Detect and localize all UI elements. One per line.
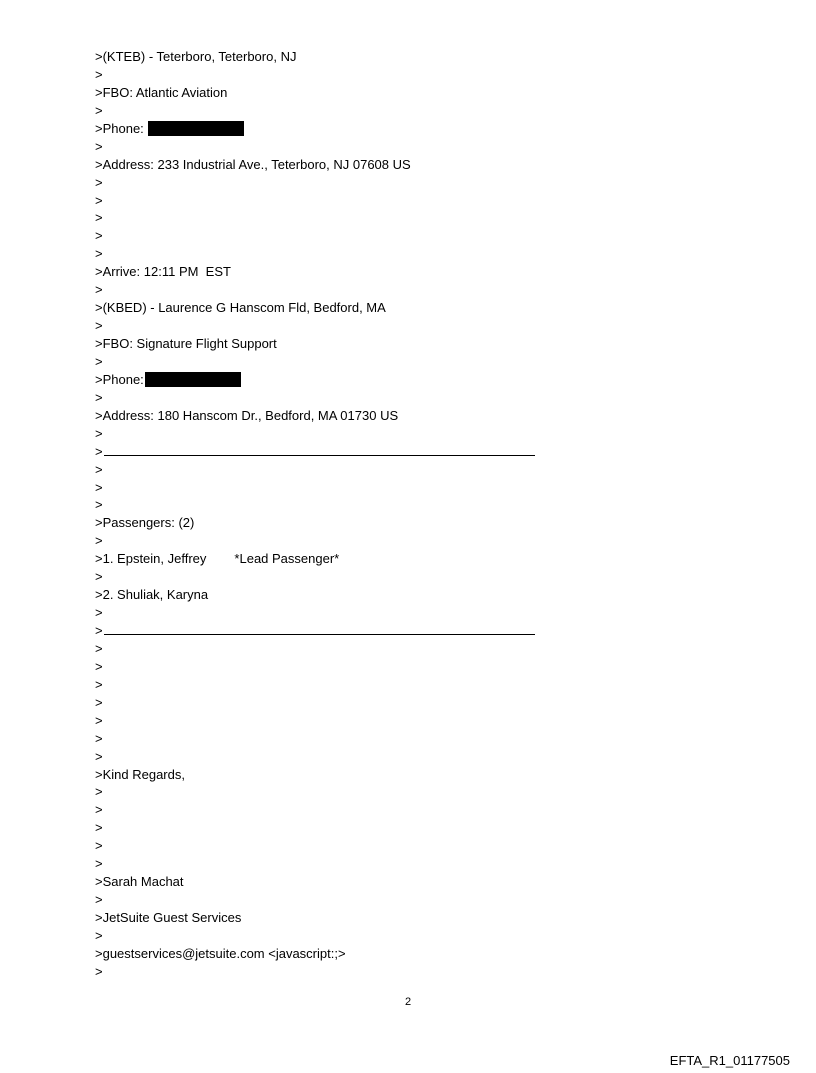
text-line-content: >(KTEB) - Teterboro, Teterboro, NJ bbox=[95, 49, 297, 64]
text-line-content: >Phone: bbox=[95, 371, 144, 387]
text-line bbox=[95, 263, 655, 281]
text-line bbox=[95, 766, 655, 784]
text-line bbox=[95, 156, 655, 174]
lead-passenger-note: *Lead Passenger* bbox=[234, 551, 340, 567]
text-line bbox=[95, 227, 655, 245]
text-line-content: > bbox=[95, 640, 103, 656]
text-line bbox=[95, 245, 655, 263]
text-line-content: >1. Epstein, Jeffrey bbox=[95, 551, 207, 567]
text-line bbox=[95, 371, 655, 389]
text-line-content: > bbox=[95, 623, 103, 638]
horizontal-rule bbox=[104, 622, 535, 635]
text-line bbox=[95, 84, 655, 102]
text-line-content: > bbox=[95, 479, 103, 495]
text-line-content: > bbox=[95, 389, 103, 405]
text-line-content: > bbox=[95, 318, 103, 334]
text-line-content: >Kind Regards, bbox=[95, 766, 185, 782]
text-line-content: > bbox=[95, 138, 103, 154]
text-line-content: > bbox=[95, 927, 103, 943]
text-line bbox=[95, 353, 655, 371]
text-line bbox=[95, 730, 655, 748]
text-line bbox=[95, 479, 655, 497]
text-line bbox=[95, 496, 655, 514]
text-line-content: >(KBED) - Laurence G Hanscom Fld, Bedford, MA bbox=[95, 300, 386, 316]
text-line-content: >Arrive: 12:11 PM EST bbox=[95, 264, 231, 280]
redaction-box bbox=[148, 121, 244, 136]
text-line bbox=[95, 335, 655, 353]
text-line-content: > bbox=[95, 820, 103, 836]
text-line bbox=[95, 712, 655, 730]
text-line bbox=[95, 891, 655, 909]
text-line-content: > bbox=[95, 461, 103, 477]
text-line bbox=[95, 138, 655, 156]
text-line bbox=[95, 568, 655, 586]
separator-line bbox=[95, 443, 655, 461]
text-line bbox=[95, 407, 655, 425]
text-line-content: > bbox=[95, 443, 103, 459]
text-line-content: >Address: 180 Hanscom Dr., Bedford, MA 01730 US bbox=[95, 407, 399, 423]
text-line-content: >FBO: Atlantic Aviation bbox=[95, 84, 228, 100]
text-line bbox=[95, 102, 655, 120]
text-line-content: > bbox=[95, 66, 103, 82]
text-line-content: >Address: 233 Industrial Ave., Teterboro, NJ 07608 US bbox=[95, 156, 411, 172]
text-line-content: > bbox=[95, 210, 103, 226]
text-line-content: > bbox=[95, 802, 103, 818]
text-line bbox=[95, 640, 655, 658]
text-line-content: > bbox=[95, 282, 103, 298]
text-line-content: > bbox=[95, 174, 103, 190]
text-line-content: > bbox=[95, 497, 103, 513]
redaction-box bbox=[145, 372, 241, 387]
text-line-content: >Passengers: (2) bbox=[95, 515, 195, 531]
horizontal-rule bbox=[104, 443, 535, 456]
separator-line bbox=[95, 622, 655, 640]
text-line bbox=[95, 873, 655, 891]
text-line bbox=[95, 909, 655, 927]
text-line bbox=[95, 174, 655, 192]
text-line-content: > bbox=[95, 784, 103, 800]
text-line-content: > bbox=[95, 892, 103, 908]
text-line bbox=[95, 120, 655, 138]
text-line bbox=[95, 837, 655, 855]
text-line bbox=[95, 819, 655, 837]
text-line-content: >2. Shuliak, Karyna bbox=[95, 587, 209, 603]
text-line-content: > bbox=[95, 228, 103, 244]
text-line-content: > bbox=[95, 658, 103, 674]
text-line bbox=[95, 389, 655, 407]
email-link-line[interactable]: >guestservices@jetsuite.com <javascript:;> bbox=[95, 945, 346, 961]
text-line bbox=[95, 281, 655, 299]
text-line bbox=[95, 658, 655, 676]
text-line bbox=[95, 48, 655, 66]
text-line bbox=[95, 945, 655, 963]
email-body bbox=[95, 48, 655, 981]
text-line bbox=[95, 801, 655, 819]
text-line-content: >FBO: Signature Flight Support bbox=[95, 336, 277, 351]
text-line bbox=[95, 694, 655, 712]
text-line bbox=[95, 963, 655, 981]
text-line bbox=[95, 192, 655, 210]
text-line-content: > bbox=[95, 102, 103, 118]
text-line bbox=[95, 855, 655, 873]
text-line-content: > bbox=[95, 353, 103, 369]
text-line bbox=[95, 783, 655, 801]
text-line-content: > bbox=[95, 838, 103, 854]
text-line bbox=[95, 927, 655, 945]
page-number: 2 bbox=[404, 996, 412, 1008]
text-line-content: > bbox=[95, 712, 103, 728]
text-line bbox=[95, 532, 655, 550]
text-line-content: > bbox=[95, 676, 103, 692]
text-line-content: > bbox=[95, 856, 103, 872]
text-line bbox=[95, 299, 655, 317]
text-line-content: > bbox=[95, 192, 103, 208]
text-line-content: > bbox=[95, 605, 103, 621]
text-line bbox=[95, 550, 655, 568]
text-line-content: > bbox=[95, 569, 103, 585]
text-line bbox=[95, 586, 655, 604]
text-line bbox=[95, 425, 655, 443]
text-line bbox=[95, 461, 655, 479]
bates-number: EFTA_R1_01177505 bbox=[669, 1053, 790, 1068]
text-line bbox=[95, 748, 655, 766]
text-line-content: > bbox=[95, 963, 103, 979]
text-line bbox=[95, 604, 655, 622]
text-line-content: > bbox=[95, 694, 103, 710]
text-line bbox=[95, 514, 655, 532]
text-line-content: >Phone: bbox=[95, 120, 144, 136]
text-line-content: > bbox=[95, 425, 103, 441]
text-line-content: > bbox=[95, 246, 103, 262]
text-line bbox=[95, 317, 655, 335]
text-line-content: > bbox=[95, 748, 103, 764]
text-line bbox=[95, 676, 655, 694]
text-line bbox=[95, 66, 655, 84]
text-line-content: > bbox=[95, 533, 103, 549]
text-line bbox=[95, 209, 655, 227]
text-line-content: > bbox=[95, 730, 103, 746]
text-line-content: >Sarah Machat bbox=[95, 874, 184, 890]
text-line-content: >JetSuite Guest Services bbox=[95, 910, 242, 925]
